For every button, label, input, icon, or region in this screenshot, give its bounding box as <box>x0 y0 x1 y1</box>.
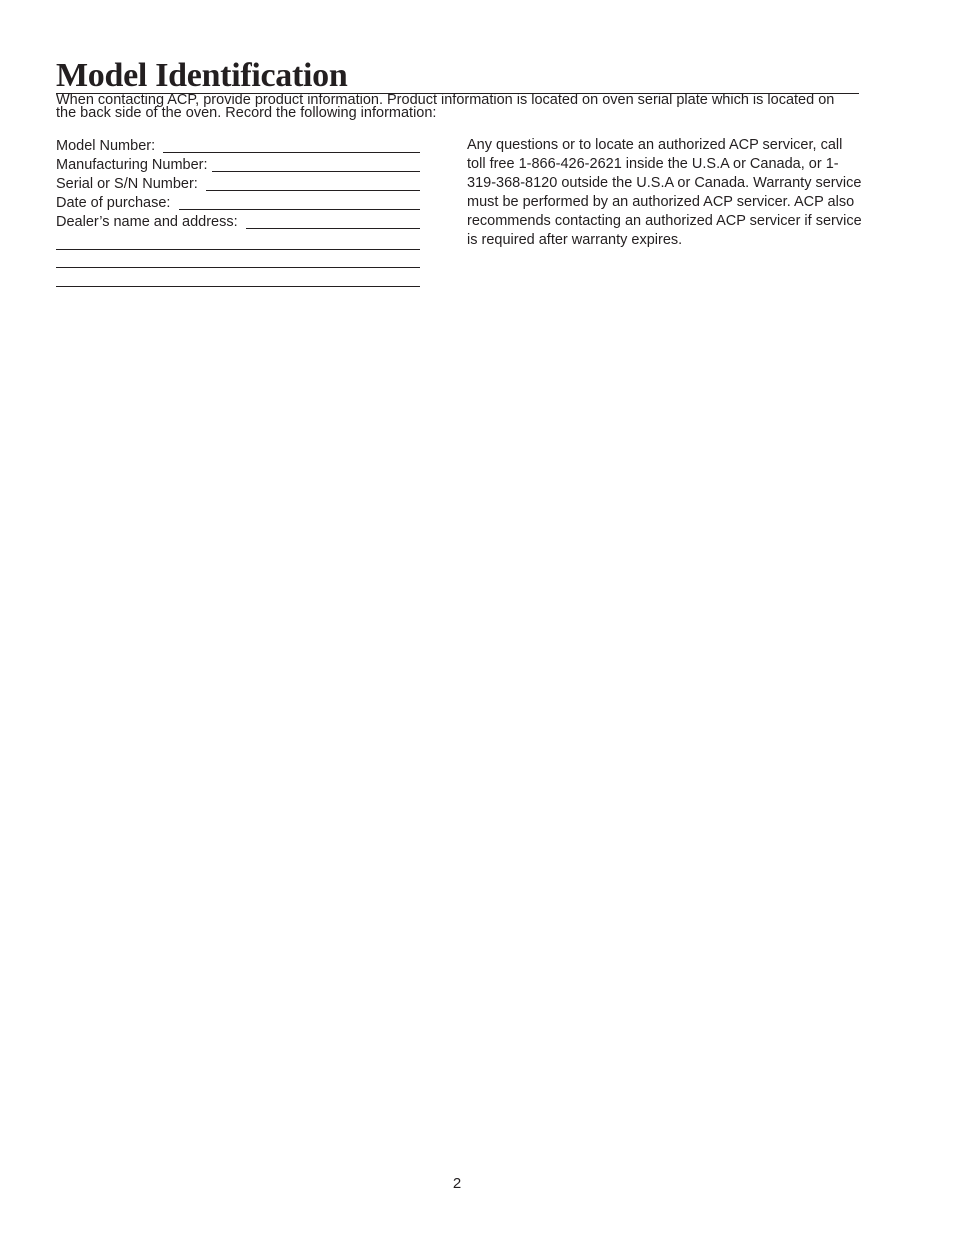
record-form <box>56 136 420 287</box>
field-label: Serial or S/N Number: <box>56 176 202 192</box>
serial-number-field <box>56 174 420 193</box>
manufacturing-number-field <box>56 155 420 174</box>
dealer-address-blank-line[interactable] <box>56 268 420 287</box>
service-info-paragraph: Any questions or to locate an authorized ACP servicer, call toll free 1-866-426-2621 inside the U.S.A or Canada, or 1-319-368-8120 outside the U.S.A or Canada. Warranty service must be performed by an authorized ACP servicer. ACP also recommends contacting an authorized ACP servicer if service is required after warranty expires. <box>467 137 862 248</box>
model-number-blank[interactable] <box>163 138 420 153</box>
field-label: Date of purchase: <box>56 195 175 211</box>
dealer-address-blank-line[interactable] <box>56 250 420 269</box>
page-number: 2 <box>452 1175 462 1192</box>
dealer-address-blank-line[interactable] <box>56 231 420 250</box>
date-of-purchase-blank[interactable] <box>179 195 421 210</box>
manufacturing-number-blank[interactable] <box>212 157 420 172</box>
dealer-name-address-field <box>56 212 420 231</box>
field-label: Dealer’s name and address: <box>56 214 242 230</box>
model-number-field <box>56 136 420 155</box>
field-label: Manufacturing Number: <box>56 157 208 173</box>
page-title: Model Identification <box>56 57 859 94</box>
intro-paragraph: When contacting ACP, provide product information. Product information is located on oven serial plate which is located on the back side of the oven. Record the following information: <box>56 92 835 121</box>
serial-number-blank[interactable] <box>206 176 420 191</box>
dealer-name-address-blank[interactable] <box>246 214 420 229</box>
field-label: Model Number: <box>56 138 160 154</box>
date-of-purchase-field <box>56 193 420 212</box>
